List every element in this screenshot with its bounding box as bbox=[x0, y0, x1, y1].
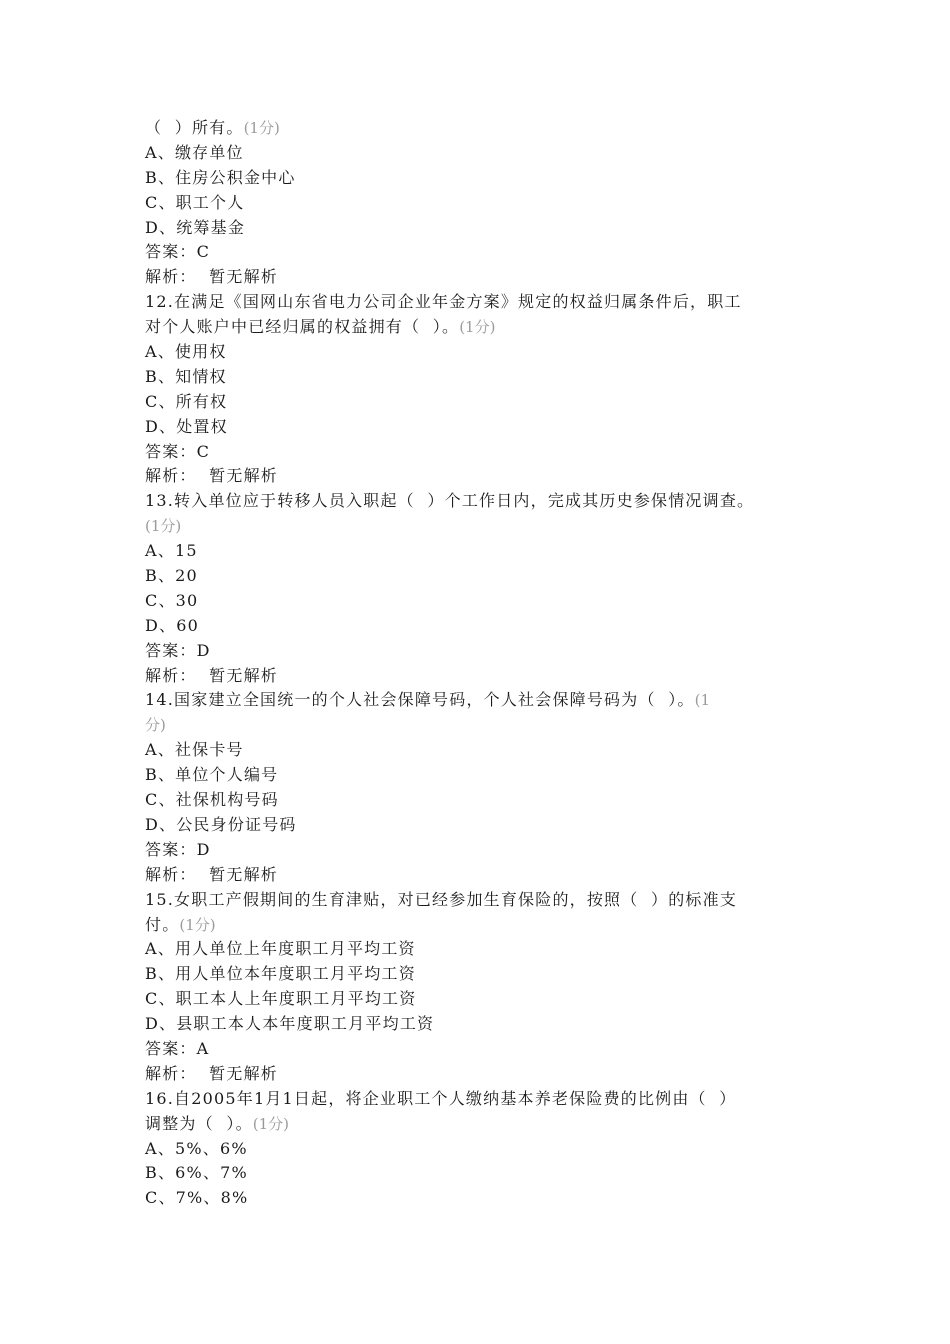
q12-answer: 答案：C bbox=[145, 441, 211, 461]
q13-option-d: D、60 bbox=[145, 615, 199, 635]
q16-stem-line2: 调整为（ ）。(1分) bbox=[145, 1113, 290, 1133]
q14-option-a: A、社保卡号 bbox=[145, 740, 244, 760]
q13-analysis: 解析： 暂无解析 bbox=[145, 665, 278, 685]
q13-option-c: C、30 bbox=[145, 590, 199, 610]
q15-analysis: 解析： 暂无解析 bbox=[145, 1063, 278, 1083]
q13-stem-line1: 13.转入单位应于转移人员入职起（ ）个工作日内，完成其历史参保情况调查。 bbox=[145, 491, 755, 511]
q12-option-b: B、知情权 bbox=[145, 366, 227, 386]
q11-option-a: A、缴存单位 bbox=[145, 142, 244, 162]
q15-option-b: B、用人单位本年度职工月平均工资 bbox=[145, 964, 416, 984]
q14-analysis: 解析： 暂无解析 bbox=[145, 864, 278, 884]
q11-stem-end: （ ）所有。(1分) bbox=[145, 118, 280, 137]
q11-answer: 答案：C bbox=[145, 242, 211, 262]
q12-stem-line2: 对个人账户中已经归属的权益拥有（ ）。(1分) bbox=[145, 317, 496, 337]
q13-score-line bbox=[145, 514, 815, 539]
document-page bbox=[145, 116, 815, 1211]
q12-option-c: C、所有权 bbox=[145, 391, 228, 411]
q12-analysis: 解析： 暂无解析 bbox=[145, 466, 278, 486]
q16-option-a: A、5%、6% bbox=[145, 1138, 248, 1158]
q16-score: (1分) bbox=[252, 1114, 290, 1133]
q11-analysis: 解析： 暂无解析 bbox=[145, 267, 278, 287]
q13-answer: 答案：D bbox=[145, 640, 211, 660]
q14-answer: 答案：D bbox=[145, 839, 211, 859]
q12-stem-line1: 12.在满足《国网山东省电力公司企业年金方案》规定的权益归属条件后，职工 bbox=[145, 292, 742, 312]
q14-option-b: B、单位个人编号 bbox=[145, 765, 279, 785]
q15-stem-line1: 15.女职工产假期间的生育津贴，对已经参加生育保险的，按照（ ）的标准支 bbox=[145, 889, 738, 909]
q14-stem-line1: 14.国家建立全国统一的个人社会保障号码，个人社会保障号码为（ ）。(1 bbox=[145, 690, 711, 710]
q11-option-c: C、职工个人 bbox=[145, 192, 245, 212]
q16-option-b: B、6%、7% bbox=[145, 1163, 248, 1183]
q11-option-d: D、统筹基金 bbox=[145, 217, 246, 237]
q11-option-b: B、住房公积金中心 bbox=[145, 167, 296, 187]
q13-score: (1分) bbox=[145, 517, 182, 536]
q14-score-part2: 分) bbox=[145, 716, 166, 735]
q15-stem-line2: 付。(1分) bbox=[145, 914, 216, 934]
q14-score-line bbox=[145, 713, 815, 738]
q12-option-d: D、处置权 bbox=[145, 416, 228, 436]
q16-option-c: C、7%、8% bbox=[145, 1188, 249, 1208]
q12-score: (1分) bbox=[459, 318, 496, 337]
q14-option-c: C、社保机构号码 bbox=[145, 790, 279, 810]
q15-score: (1分) bbox=[179, 915, 216, 934]
q15-answer: 答案：A bbox=[145, 1038, 210, 1058]
q13-option-a: A、15 bbox=[145, 541, 198, 561]
q16-stem-line1: 16.自2005年1月1日起，将企业职工个人缴纳基本养老保险费的比例由（ ） bbox=[145, 1088, 737, 1108]
q14-score-part1: (1 bbox=[694, 691, 711, 710]
q12-option-a: A、使用权 bbox=[145, 342, 227, 362]
q14-option-d: D、公民身份证号码 bbox=[145, 814, 297, 834]
q11-score: (1分) bbox=[243, 119, 280, 137]
q15-option-d: D、县职工本人本年度职工月平均工资 bbox=[145, 1014, 435, 1034]
q15-option-a: A、用人单位上年度职工月平均工资 bbox=[145, 939, 416, 959]
q13-option-b: B、20 bbox=[145, 566, 198, 586]
q15-option-c: C、职工本人上年度职工月平均工资 bbox=[145, 989, 417, 1009]
